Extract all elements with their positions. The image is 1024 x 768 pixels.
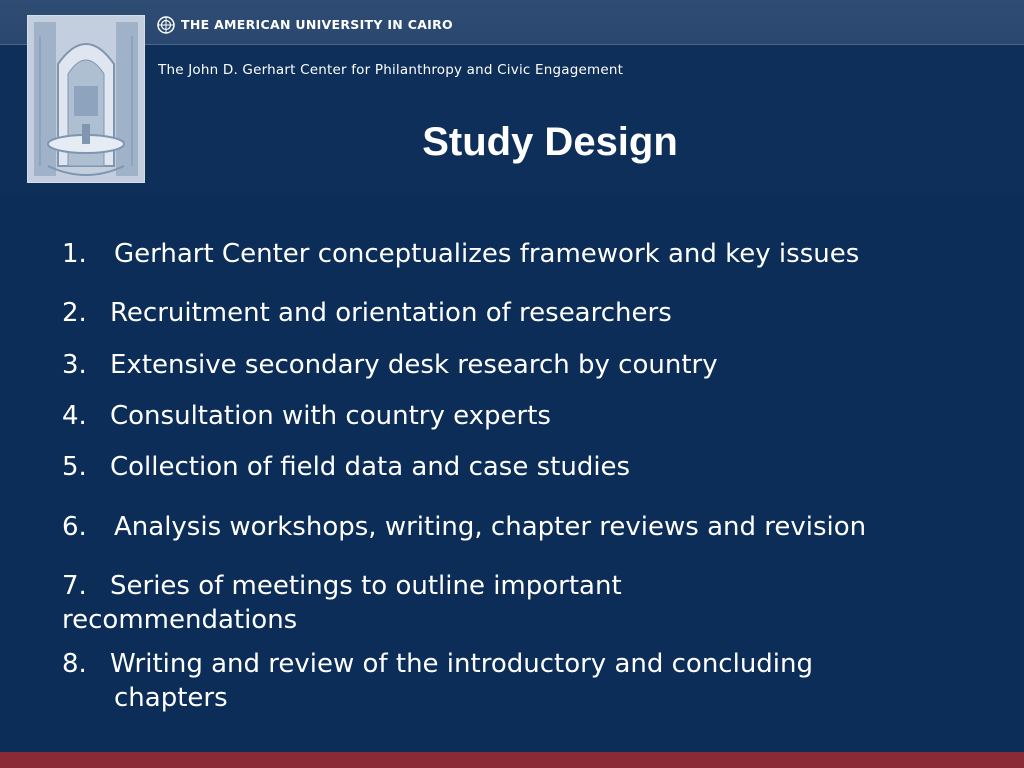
list-item-continuation: chapters <box>114 683 228 713</box>
list-item-number: 6. <box>62 512 87 542</box>
list-item <box>62 450 630 484</box>
university-name: THE AMERICAN UNIVERSITY IN CAIRO <box>181 17 453 32</box>
list-item-number: 2. <box>62 298 87 328</box>
list-item-text: Consultation with country experts <box>110 401 551 431</box>
list-item-number: 3. <box>62 350 87 380</box>
list-item-text: Extensive secondary desk research by country <box>110 350 718 380</box>
list-item-text: Writing and review of the introductory and concluding <box>110 649 814 679</box>
list-item-number: 1. <box>62 239 87 269</box>
list-item <box>62 569 782 637</box>
list-item-text: Recruitment and orientation of researchers <box>110 298 672 328</box>
list-item-text: Series of meetings to outline important recommendations <box>62 571 622 635</box>
list-item <box>62 348 718 382</box>
slide-title: Study Design <box>422 120 678 164</box>
list-item <box>62 399 551 433</box>
list-item <box>62 510 866 544</box>
header-band <box>0 0 1024 45</box>
list-item <box>62 296 672 330</box>
footer-bar <box>0 752 1024 768</box>
list-item-number: 8. <box>62 649 87 679</box>
center-name: The John D. Gerhart Center for Philanthropy and Civic Engagement <box>158 62 624 78</box>
list-item <box>62 237 859 271</box>
list-item-number: 4. <box>62 401 87 431</box>
list-item-number: 5. <box>62 452 87 482</box>
list-item-text: Gerhart Center conceptualizes framework and key issues <box>114 239 860 269</box>
list-item-text: Collection of field data and case studies <box>110 452 631 482</box>
list-item-number: 7. <box>62 571 87 601</box>
list-item <box>62 647 942 715</box>
auc-seal-icon <box>157 16 175 34</box>
list-item-text: Analysis workshops, writing, chapter reviews and revision <box>114 512 867 542</box>
